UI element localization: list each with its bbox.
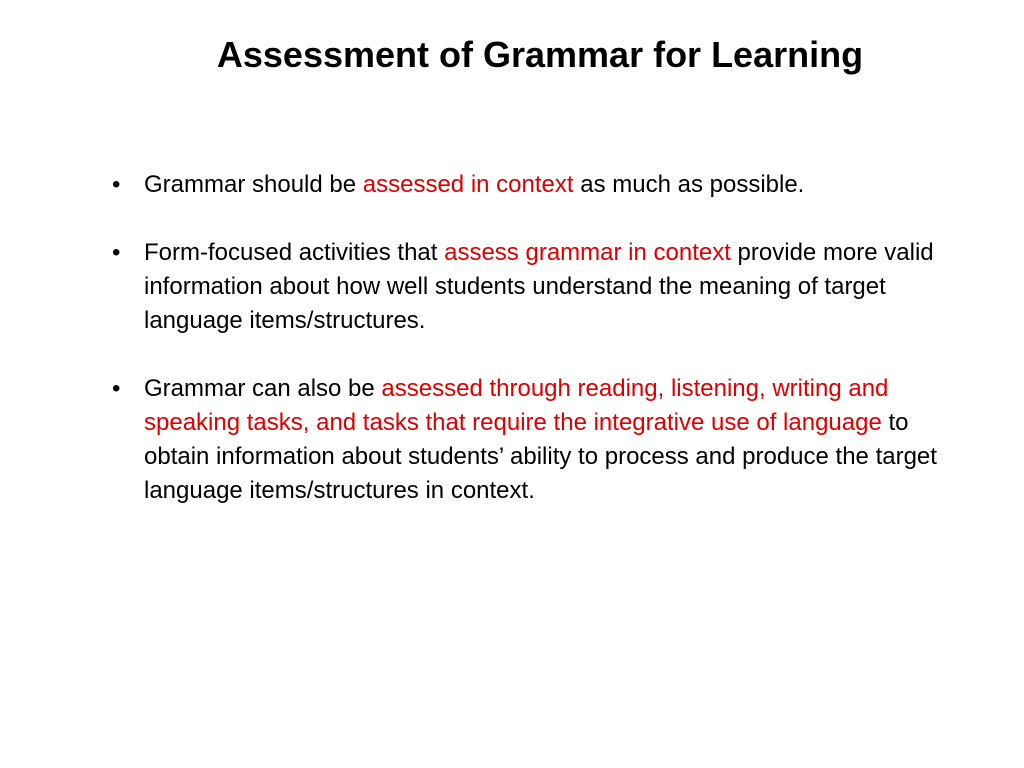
- bullet-1-segment-1: Grammar should be: [144, 171, 363, 198]
- slide-title: Assessment of Grammar for Learning: [216, 34, 864, 75]
- bullet-text-1: [144, 168, 958, 202]
- bullet-3-segment-3: to obtain information about students’ ability to process and produce the target language items/structures in context.: [144, 409, 937, 504]
- bullet-item-1: [112, 168, 958, 202]
- bullet-text-2: [144, 236, 958, 338]
- bullet-2-segment-1: Form-focused activities that: [144, 239, 445, 266]
- bullet-1-segment-3: as much as possible.: [573, 171, 805, 198]
- bullet-2-emphasis: assess grammar in context: [444, 239, 731, 266]
- bullet-marker: •: [112, 171, 121, 198]
- bullet-marker: •: [112, 375, 121, 402]
- bullet-list: [112, 168, 958, 542]
- bullet-item-2: [112, 236, 958, 338]
- bullet-3-emphasis: assessed through reading, listening, writing and speaking tasks, and tasks that require the integrative use of language: [144, 375, 889, 436]
- bullet-marker: •: [112, 239, 121, 266]
- bullet-text-3: [144, 372, 958, 508]
- bullet-3-segment-1: Grammar can also be: [144, 375, 382, 402]
- bullet-item-3: [112, 372, 958, 508]
- bullet-1-emphasis: assessed in context: [362, 171, 574, 198]
- bullet-2-segment-3: provide more valid information about how well students understand the meaning of target language items/structures.: [144, 239, 934, 334]
